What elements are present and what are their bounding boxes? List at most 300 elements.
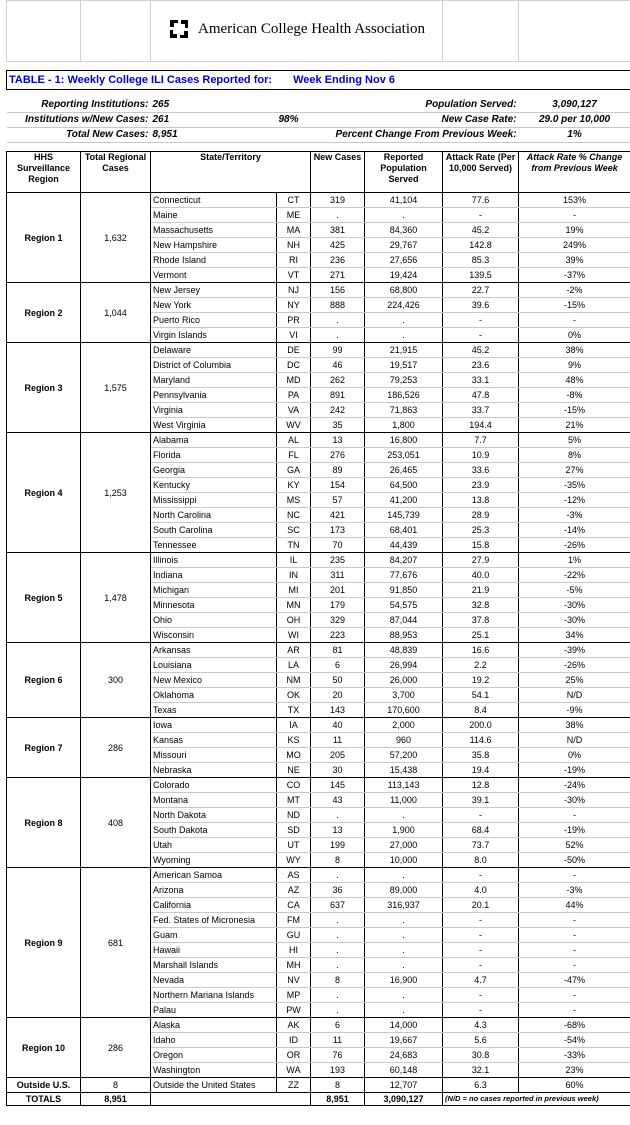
attack-rate: 30.8 [443,1048,519,1063]
state-name: West Virginia [151,418,277,433]
state-abbr: WA [277,1063,311,1078]
attack-rate: 5.6 [443,1033,519,1048]
new-cases: . [311,208,365,223]
region-name: Region 6 [7,643,81,718]
state-name: Fed. States of Micronesia [151,913,277,928]
region-total: 1,044 [81,283,151,343]
attack-rate: 39.1 [443,793,519,808]
state-name: Arizona [151,883,277,898]
state-abbr: CT [277,193,311,208]
new-cases: 35 [311,418,365,433]
summary-row-2 [7,113,630,128]
attack-rate-change: 38% [519,718,630,733]
new-cases: 236 [311,253,365,268]
state-name: Palau [151,1003,277,1018]
attack-rate: 15.8 [443,538,519,553]
state-name: North Carolina [151,508,277,523]
state-name: Iowa [151,718,277,733]
attack-rate: 47.8 [443,388,519,403]
table-row [7,718,630,733]
attack-rate-change: - [519,913,630,928]
state-name: American Samoa [151,868,277,883]
new-cases: 193 [311,1063,365,1078]
attack-rate-change: N/D [519,688,630,703]
attack-rate: 68.4 [443,823,519,838]
attack-rate: 21.9 [443,583,519,598]
state-abbr: OH [277,613,311,628]
reporting-label: Reporting Institutions: [7,98,151,113]
state-name: Florida [151,448,277,463]
region-name: Region 10 [7,1018,81,1078]
table-row [7,1018,630,1033]
new-cases: 156 [311,283,365,298]
attack-rate-change: 39% [519,253,630,268]
population-served: 21,915 [365,343,443,358]
population-served: 960 [365,733,443,748]
attack-rate-change: 5% [519,433,630,448]
attack-rate-change: 23% [519,1063,630,1078]
state-abbr: OR [277,1048,311,1063]
attack-rate: 77.6 [443,193,519,208]
attack-rate-change: 0% [519,748,630,763]
state-name: Kentucky [151,478,277,493]
logo-banner [151,1,443,62]
state-abbr: ME [277,208,311,223]
state-name: Oklahoma [151,688,277,703]
attack-rate: - [443,958,519,973]
attack-rate-change: - [519,1003,630,1018]
state-abbr: AL [277,433,311,448]
new-cases: 235 [311,553,365,568]
pct-change-value: 1% [519,128,630,143]
attack-rate: 13.8 [443,493,519,508]
attack-rate: - [443,313,519,328]
attack-rate-change: -30% [519,613,630,628]
population-served: 16,800 [365,433,443,448]
new-cases: . [311,868,365,883]
state-name: Massachusetts [151,223,277,238]
attack-rate: 194.4 [443,418,519,433]
state-abbr: ZZ [277,1078,311,1093]
attack-rate: - [443,868,519,883]
table-row [7,433,630,448]
new-cases: 13 [311,823,365,838]
state-name: Hawaii [151,943,277,958]
region-total: 286 [81,1018,151,1078]
attack-rate: 33.7 [443,403,519,418]
new-cases: 242 [311,403,365,418]
attack-rate-change: -37% [519,268,630,283]
totals-population: 3,090,127 [365,1093,443,1106]
population-served: . [365,328,443,343]
col-population: Reported Population Served [365,152,443,193]
state-abbr: WY [277,853,311,868]
population-served: 89,000 [365,883,443,898]
totals-new-cases: 8,951 [311,1093,365,1106]
new-cases: 179 [311,598,365,613]
state-name: Mississippi [151,493,277,508]
population-served: 84,207 [365,553,443,568]
attack-rate-change: 9% [519,358,630,373]
state-name: New Hampshire [151,238,277,253]
new-cases: 8 [311,853,365,868]
attack-rate: 19.2 [443,673,519,688]
totals-label: TOTALS [7,1093,81,1106]
attack-rate: 20.1 [443,898,519,913]
region-total: 1,632 [81,193,151,283]
attack-rate: 6.3 [443,1078,519,1093]
population-served: 253,051 [365,448,443,463]
attack-rate-change: -2% [519,283,630,298]
new-cases: 271 [311,268,365,283]
col-attack-change: Attack Rate % Change from Previous Week [519,152,630,193]
state-name: Louisiana [151,658,277,673]
state-name: Marshall Islands [151,958,277,973]
population-served: 11,000 [365,793,443,808]
attack-rate-change: -22% [519,568,630,583]
state-abbr: MA [277,223,311,238]
population-served: 79,253 [365,373,443,388]
state-abbr: GA [277,463,311,478]
state-name: District of Columbia [151,358,277,373]
state-name: Missouri [151,748,277,763]
region-total: 8 [81,1078,151,1093]
population-served: . [365,943,443,958]
state-abbr: AR [277,643,311,658]
new-cases: . [311,928,365,943]
state-name: Puerto Rico [151,313,277,328]
attack-rate: 7.7 [443,433,519,448]
new-cases: 81 [311,643,365,658]
col-attack-rate: Attack Rate (Per 10,000 Served) [443,152,519,193]
ili-table [6,0,630,1106]
population-served: 71,863 [365,403,443,418]
state-name: Nebraska [151,763,277,778]
attack-rate: 4.3 [443,1018,519,1033]
new-cases: 40 [311,718,365,733]
totals-note: (N/D = no cases reported in previous week) [443,1093,630,1106]
population-served: 19,424 [365,268,443,283]
attack-rate: 8.4 [443,703,519,718]
region-name: Region 7 [7,718,81,778]
total-new-label: Total New Cases: [7,128,151,143]
new-cases: 43 [311,793,365,808]
pct-change-label: Percent Change From Previous Week: [311,128,519,143]
population-label: Population Served: [365,98,519,113]
new-cases: 89 [311,463,365,478]
state-abbr: AZ [277,883,311,898]
population-served: 19,667 [365,1033,443,1048]
attack-rate-change: -9% [519,703,630,718]
population-served: 170,600 [365,703,443,718]
state-name: Nevada [151,973,277,988]
attack-rate-change: 48% [519,373,630,388]
state-abbr: WI [277,628,311,643]
population-served: . [365,958,443,973]
attack-rate: 16.6 [443,643,519,658]
new-cases: 223 [311,628,365,643]
population-served: 3,700 [365,688,443,703]
attack-rate: - [443,913,519,928]
attack-rate: 33.1 [443,373,519,388]
population-served: . [365,913,443,928]
population-served: 145,739 [365,508,443,523]
attack-rate: - [443,328,519,343]
attack-rate-change: -33% [519,1048,630,1063]
attack-rate-change: -14% [519,523,630,538]
organization-name: American College Health Association [198,21,426,37]
population-served: 44,439 [365,538,443,553]
attack-rate-change: 27% [519,463,630,478]
population-served: 12,707 [365,1078,443,1093]
population-served: 91,850 [365,583,443,598]
table-title: TABLE - 1: Weekly College ILI Cases Reported for: [9,74,273,86]
institutions-new-label: Institutions w/New Cases: [7,113,151,128]
attack-rate-change: 249% [519,238,630,253]
population-served: 84,360 [365,223,443,238]
attack-rate: 45.2 [443,223,519,238]
region-total: 408 [81,778,151,868]
state-abbr: AS [277,868,311,883]
new-cases: 13 [311,433,365,448]
attack-rate-change: N/D [519,733,630,748]
table-row [7,193,630,208]
attack-rate: 139.5 [443,268,519,283]
attack-rate: - [443,928,519,943]
state-name: Virginia [151,403,277,418]
new-cases: . [311,1003,365,1018]
state-name: Wyoming [151,853,277,868]
attack-rate-change: -54% [519,1033,630,1048]
table-row [7,778,630,793]
new-cases: 311 [311,568,365,583]
population-served: 224,426 [365,298,443,313]
state-name: Illinois [151,553,277,568]
state-name: North Dakota [151,808,277,823]
attack-rate-change: - [519,928,630,943]
state-abbr: MP [277,988,311,1003]
population-served: 87,044 [365,613,443,628]
state-abbr: MS [277,493,311,508]
new-cases: 6 [311,1018,365,1033]
state-abbr: MO [277,748,311,763]
state-name: South Dakota [151,823,277,838]
state-abbr: PW [277,1003,311,1018]
population-value: 3,090,127 [519,98,630,113]
state-name: Kansas [151,733,277,748]
population-served: 1,800 [365,418,443,433]
attack-rate: 32.1 [443,1063,519,1078]
population-served: 16,900 [365,973,443,988]
state-name: New Mexico [151,673,277,688]
attack-rate-change: 0% [519,328,630,343]
attack-rate: 73.7 [443,838,519,853]
attack-rate: - [443,988,519,1003]
attack-rate-change: 25% [519,673,630,688]
new-cases: 8 [311,973,365,988]
population-served: 26,465 [365,463,443,478]
attack-rate-change: -15% [519,298,630,313]
new-cases: 11 [311,733,365,748]
new-cases: 11 [311,1033,365,1048]
state-abbr: SC [277,523,311,538]
attack-rate: - [443,208,519,223]
state-name: Minnesota [151,598,277,613]
col-state: State/Territory [151,152,311,193]
attack-rate: 10.9 [443,448,519,463]
population-served: 186,526 [365,388,443,403]
population-served: 24,683 [365,1048,443,1063]
attack-rate: 37.8 [443,613,519,628]
state-name: Maine [151,208,277,223]
attack-rate-change: -3% [519,883,630,898]
attack-rate: 4.0 [443,883,519,898]
state-abbr: ID [277,1033,311,1048]
state-abbr: IL [277,553,311,568]
col-region: HHS Surveillance Region [7,152,81,193]
attack-rate-change: -68% [519,1018,630,1033]
state-abbr: CO [277,778,311,793]
attack-rate-change: -24% [519,778,630,793]
attack-rate: 22.7 [443,283,519,298]
attack-rate-change: 60% [519,1078,630,1093]
title-row [7,71,630,90]
attack-rate: 39.6 [443,298,519,313]
new-cases: 421 [311,508,365,523]
attack-rate: 33.6 [443,463,519,478]
new-case-rate-label: New Case Rate: [365,113,519,128]
state-abbr: MI [277,583,311,598]
attack-rate-change: - [519,988,630,1003]
attack-rate-change: -19% [519,763,630,778]
state-abbr: MH [277,958,311,973]
attack-rate-change: - [519,958,630,973]
new-cases: 20 [311,688,365,703]
state-abbr: UT [277,838,311,853]
state-name: California [151,898,277,913]
state-name: Washington [151,1063,277,1078]
region-name: Region 8 [7,778,81,868]
attack-rate-change: - [519,313,630,328]
state-abbr: TN [277,538,311,553]
new-cases: . [311,943,365,958]
attack-rate: 142.8 [443,238,519,253]
new-cases: 319 [311,193,365,208]
col-new-cases: New Cases [311,152,365,193]
population-served: 26,000 [365,673,443,688]
attack-rate: 28.9 [443,508,519,523]
state-name: Wisconsin [151,628,277,643]
population-served: . [365,313,443,328]
attack-rate: 19.4 [443,763,519,778]
attack-rate: 25.3 [443,523,519,538]
week-label: Week Ending Nov 6 [293,74,395,86]
state-name: Tennessee [151,538,277,553]
new-cases: 57 [311,493,365,508]
state-name: Indiana [151,568,277,583]
population-served: 26,994 [365,658,443,673]
region-name: Region 3 [7,343,81,433]
totals-total: 8,951 [81,1093,151,1106]
state-abbr: MT [277,793,311,808]
state-name: Virgin Islands [151,328,277,343]
state-abbr: DE [277,343,311,358]
state-name: Oregon [151,1048,277,1063]
state-abbr: GU [277,928,311,943]
state-name: South Carolina [151,523,277,538]
new-cases: . [311,913,365,928]
acha-logo-icon [168,18,190,40]
attack-rate: 4.7 [443,973,519,988]
state-name: Arkansas [151,643,277,658]
population-served: 68,800 [365,283,443,298]
new-cases: 381 [311,223,365,238]
new-cases: 143 [311,703,365,718]
state-abbr: NE [277,763,311,778]
state-abbr: TX [277,703,311,718]
attack-rate-change: -8% [519,388,630,403]
region-total: 1,575 [81,343,151,433]
new-cases: 36 [311,883,365,898]
state-abbr: OK [277,688,311,703]
new-cases: 262 [311,373,365,388]
region-name: Region 4 [7,433,81,553]
state-name: Rhode Island [151,253,277,268]
region-total: 286 [81,718,151,778]
state-name: Montana [151,793,277,808]
population-served: . [365,1003,443,1018]
new-cases: 70 [311,538,365,553]
state-abbr: NC [277,508,311,523]
state-abbr: RI [277,253,311,268]
new-cases: 173 [311,523,365,538]
attack-rate: - [443,808,519,823]
state-abbr: ND [277,808,311,823]
attack-rate: 25.1 [443,628,519,643]
attack-rate-change: -30% [519,793,630,808]
state-abbr: FL [277,448,311,463]
population-served: 19,517 [365,358,443,373]
region-total: 300 [81,643,151,718]
new-cases: 891 [311,388,365,403]
totals-row [7,1093,630,1106]
attack-rate: 2.2 [443,658,519,673]
state-name: Connecticut [151,193,277,208]
region-total: 681 [81,868,151,1018]
population-served: 14,000 [365,1018,443,1033]
state-abbr: VA [277,403,311,418]
new-cases: 30 [311,763,365,778]
attack-rate: - [443,943,519,958]
state-abbr: KS [277,733,311,748]
new-cases: . [311,958,365,973]
region-total: 1,478 [81,553,151,643]
table-row [7,1078,630,1093]
state-name: Texas [151,703,277,718]
state-name: New Jersey [151,283,277,298]
attack-rate-change: -39% [519,643,630,658]
logo-row [7,1,630,62]
attack-rate: 12.8 [443,778,519,793]
attack-rate-change: - [519,808,630,823]
new-case-rate-value: 29.0 per 10,000 [519,113,630,128]
state-abbr: NJ [277,283,311,298]
table-row [7,283,630,298]
new-cases: 329 [311,613,365,628]
state-name: Utah [151,838,277,853]
table-row [7,553,630,568]
population-served: 27,656 [365,253,443,268]
